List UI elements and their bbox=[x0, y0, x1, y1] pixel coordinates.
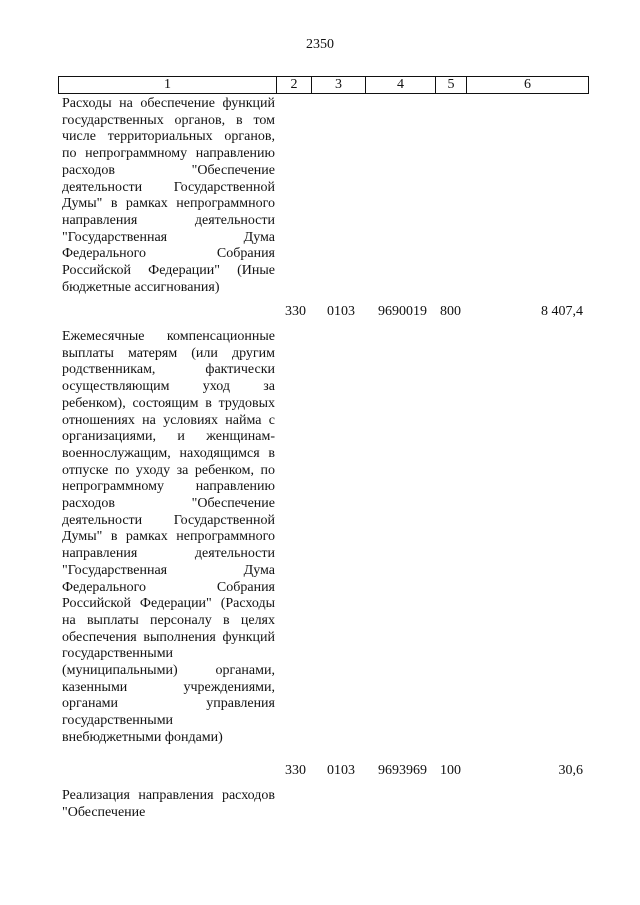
column-header-5: 5 bbox=[436, 77, 467, 93]
row-2-section-code: 0103 bbox=[327, 763, 355, 778]
row-2-target-code: 9693969 bbox=[378, 763, 427, 778]
row-1-type-code: 800 bbox=[440, 304, 461, 319]
column-header-6: 6 bbox=[524, 77, 531, 92]
row-1-target-code: 9690019 bbox=[378, 304, 427, 319]
row-2-description: Ежемесячные компенсационные выплаты матерям (или другим родственникам, фактически осуществляющим уход за ребенком), состоящим в трудовых отношениях на условиях найма с организациями, и женщинам-военнослужащим, находящимся в отпуске по уходу за ребенком, по непрограммному направлению расходов "Обеспечение деятельности Государственной Думы" в рамках непрограммного направления деятельности "Государственная Дума Федерального Собрания Российской Федерации" (Расходы на выплаты персоналу в целях обеспечения выполнения функций государственными (муниципальными) органами, казенными учреждениями, органами управления государственными внебюджетными фондами) bbox=[62, 329, 275, 745]
column-header-2: 2 bbox=[277, 77, 312, 93]
page-number: 2350 bbox=[306, 37, 334, 52]
column-header-3: 3 bbox=[312, 77, 366, 93]
row-1-gov-code: 330 bbox=[285, 304, 306, 319]
row-3-description: Реализация направления расходов "Обеспечение bbox=[62, 788, 275, 820]
table-header bbox=[58, 76, 589, 94]
row-2-amount: 30,6 bbox=[558, 763, 583, 778]
column-header-4: 4 bbox=[366, 77, 436, 93]
row-1-section-code: 0103 bbox=[327, 304, 355, 319]
row-2-type-code: 100 bbox=[440, 763, 461, 778]
row-1-description: Расходы на обеспечение функций государственных органов, в том числе территориальных органов, по непрограммному направлению расходов "Обеспечение деятельности Государственной Думы" в рамках непрограммного направления деятельности "Государственная Дума Федерального Собрания Российской Федерации" (Иные бюджетные ассигнования) bbox=[62, 96, 275, 295]
row-2-gov-code: 330 bbox=[285, 763, 306, 778]
column-header-1: 1 bbox=[59, 77, 277, 93]
row-1-amount: 8 407,4 bbox=[541, 304, 583, 319]
